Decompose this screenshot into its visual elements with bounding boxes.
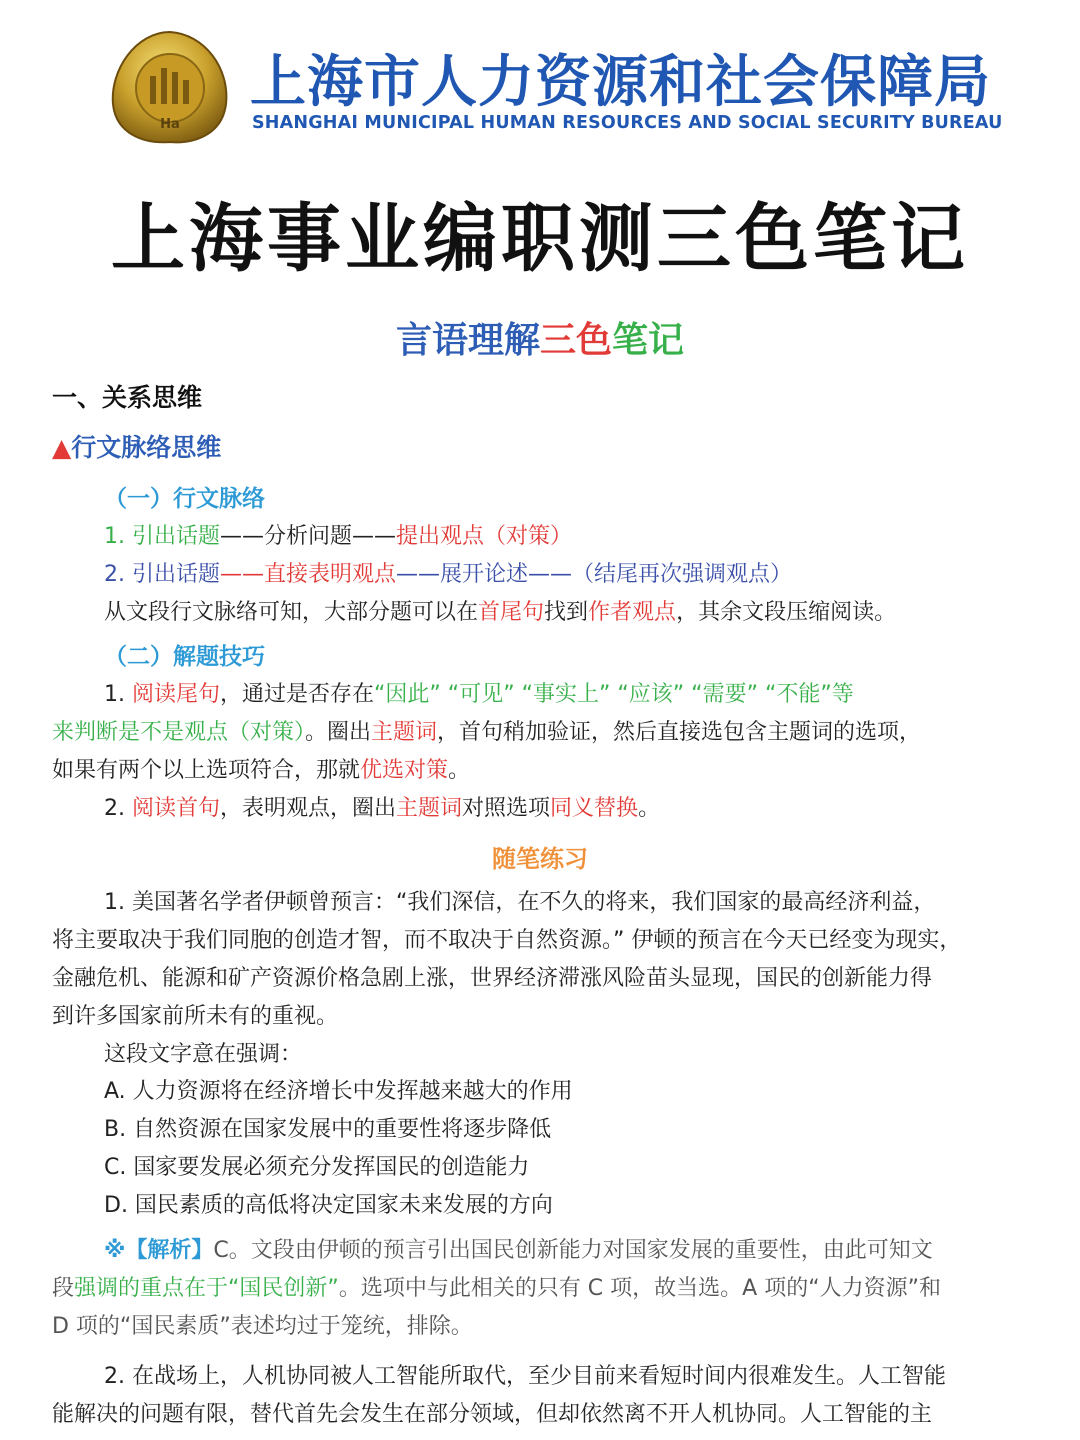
header [0,0,1080,160]
question-2-line-1: 2. 在战场上，人机协同被人工智能所取代，至少目前来看短时间内很难发生。人工智能 [104,1364,946,1389]
analysis-line-2 [52,1270,941,1308]
text-span: 如果有两个以上选项符合，那就 [52,758,361,783]
section-title [0,312,1080,363]
question-1-line-1: 1. 美国著名学者伊顿曾预言：“我们深信，在不久的将来，我们国家的最高经济利益， [104,890,936,915]
text-span: 。 [448,758,471,783]
text-span: 首尾句 [478,600,545,625]
subtitle-part2: 三色 [539,320,612,361]
org-name-en: SHANGHAI MUNICIPAL HUMAN RESOURCES AND SOCIAL SECURITY BUREAU [252,113,1003,133]
triangle-marker-icon: ▲ [52,433,72,462]
text-span: 阅读尾句 [131,682,220,707]
text-span: ——展开论述——（结尾再次强调观点） [396,562,793,587]
text-span: 强调的重点在于“国民创新” [74,1276,339,1301]
option-b: B. 自然资源在国家发展中的重要性将逐步降低 [104,1117,552,1142]
practice-heading: 随笔练习 [492,845,588,873]
context-line-1 [104,518,572,556]
logo-text: Ha [160,117,180,132]
subtitle-part1: 言语理解 [395,320,540,361]
subtitle-part3: 笔记 [612,320,685,361]
org-name-cn: 上海市人力资源和社会保障局 [250,50,991,115]
text-span: 提出观点（对策） [396,524,573,549]
text-span: ——分析问题—— [219,524,396,549]
text-span: 找到 [544,600,589,625]
text-span: C。文段由伊顿的预言引出国民创新能力对国家发展的重要性，由此可知文 [213,1238,933,1263]
text-span: ，通过是否存在 [220,682,375,707]
context-line-3 [104,594,896,632]
text-span: 从文段行文脉络可知，大部分题可以在 [104,600,479,625]
text-span: 对照选项 [462,796,551,821]
text-span: 阅读首句 [131,796,220,821]
question-1-prompt: 这段文字意在强调： [104,1042,303,1067]
text-span: ，其余文段压缩阅读。 [676,600,897,625]
option-a: A. 人力资源将在经济增长中发挥越来越大的作用 [104,1079,573,1104]
technique-1-line-2 [52,714,921,752]
text-span: 段 [52,1276,75,1301]
text-span: 2. [104,796,132,821]
heading-context-thinking [52,429,221,467]
text-span: 。圈出 [305,720,372,745]
analysis-line-3: D 项的“国民素质”表述均过于笼统，排除。 [52,1314,473,1339]
heading-text: 行文脉络思维 [71,433,222,462]
text-span: 。选项中与此相关的只有 C 项，故当选。A 项的“人力资源”和 [338,1276,941,1301]
page-title: 上海事业编职测三色笔记 [111,196,969,282]
context-line-2 [104,556,792,594]
question-1-line-4: 到许多国家前所未有的重视。 [52,1004,339,1029]
text-span: 1. [104,682,132,707]
analysis-line-1 [104,1232,933,1270]
text-span: 主题词 [371,720,438,745]
question-1-line-2: 将主要取决于我们同胞的创造才智，而不取决于自然资源。” 伊顿的预言在今天已经变为现实， [52,928,962,953]
option-c: C. 国家要发展必须充分发挥国民的创造能力 [104,1155,530,1180]
technique-2 [104,790,660,828]
subheading-techniques: （二）解题技巧 [104,644,265,670]
bureau-emblem-icon [108,28,232,146]
text-span: 同义替换 [550,796,639,821]
text-span: ，表明观点，圈出 [220,796,397,821]
subheading-context: （一）行文脉络 [104,486,265,512]
text-span: ，首句稍加验证，然后直接选包含主题词的选项， [437,720,922,745]
text-span: —— [219,562,264,587]
text-span: 2. 引出话题 [104,562,220,587]
question-1-line-3: 金融危机、能源和矿产资源价格急剧上涨，世界经济滞涨风险苗头显现，国民的创新能力得 [52,966,933,991]
option-d: D. 国民素质的高低将决定国家未来发展的方向 [104,1193,553,1218]
text-span: 来判断是不是观点（对策） [52,720,306,745]
text-span: 优选对策 [360,758,449,783]
analysis-label: ※【解析】 [104,1238,214,1263]
technique-1-line-1 [104,676,854,714]
text-span: 1. 引出话题 [104,524,220,549]
text-span: 作者观点 [588,600,677,625]
text-span: 。 [638,796,661,821]
text-span: 主题词 [396,796,463,821]
text-span: 直接表明观点 [263,562,396,587]
heading-relation-thinking: 一、关系思维 [52,383,203,412]
technique-1-line-3 [52,752,470,790]
text-span: “因此” “可见” “事实上” “应该” “需要” “不能”等 [374,682,854,707]
question-2-line-2: 能解决的问题有限，替代首先会发生在部分领域，但却依然离不开人机协同。人工智能的主 [52,1402,933,1427]
